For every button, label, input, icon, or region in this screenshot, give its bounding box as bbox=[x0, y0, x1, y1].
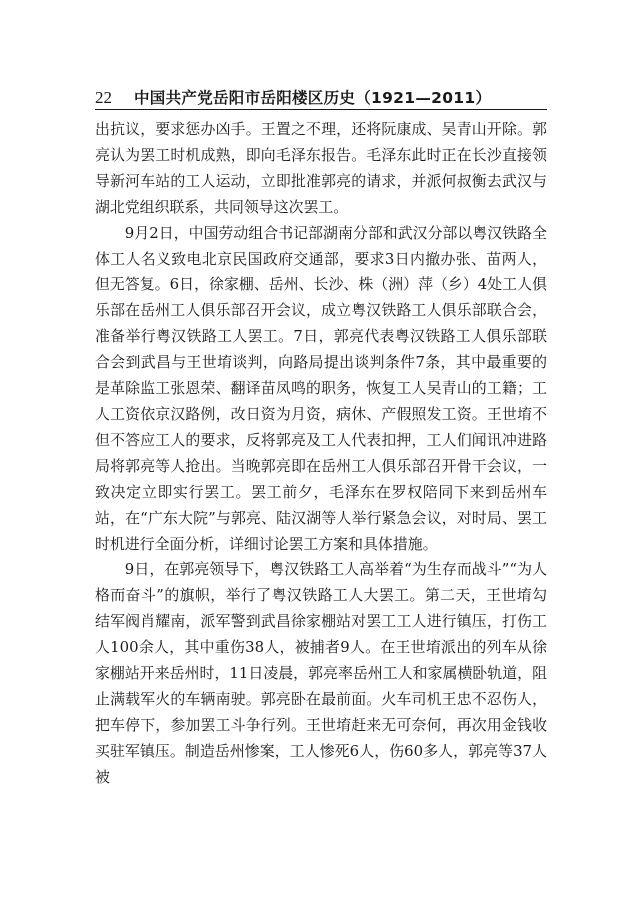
page-number: 22 bbox=[95, 88, 112, 107]
header-rule bbox=[95, 109, 547, 110]
body-text bbox=[95, 117, 547, 791]
paragraph-2: 9月2日，中国劳动组合书记部湖南分部和武汉分部以粤汉铁路全体工人名义致电北京民国政府交通部，要求3日内撤办张、苗两人，但无答复。6日，徐家棚、岳州、长沙、株（洲）萍（乡）4处工人俱乐部在岳州工人俱乐部召开会议，成立粤汉铁路工人俱乐部联合会，准备举行粤汉铁路工人罢工。7日，郭亮代表粤汉铁路工人俱乐部联合会到武昌与王世堉谈判，向路局提出谈判条件7条，其中最重要的是革除监工张恩荣、翻译苗凤鸣的职务，恢复工人吴青山的工籍；工人工资依京汉路例，改日资为月资，病休、产假照发工资。王世堉不但不答应工人的要求，反将郭亮及工人代表扣押，工人们闻讯冲进路局将郭亮等人抢出。当晚郭亮即在岳州工人俱乐部召开骨干会议，一致决定立即实行罢工。罢工前夕，毛泽东在罗权陪同下来到岳州车站，在“广东大院”与郭亮、陆汉湖等人举行紧急会议，对时局、罢工时机进行全面分析，详细讨论罢工方案和具体措施。 bbox=[95, 223, 547, 553]
paragraph-1: 出抗议，要求惩办凶手。王置之不理，还将阮康成、吴青山开除。郭亮认为罢工时机成熟，即向毛泽东报告。毛泽东此时正在长沙直接领导新河车站的工人运动，立即批准郭亮的请求，并派何叔衡去武汉与湖北党组织联系，共同领导这次罢工。 bbox=[95, 120, 547, 216]
page-header bbox=[95, 76, 547, 106]
running-title: 中国共产党岳阳市岳阳楼区历史（1921—2011） bbox=[134, 88, 492, 107]
paragraph-3: 9日，在郭亮领导下，粤汉铁路工人高举着“为生存而战斗”“为人格而奋斗”的旗帜，举行了粤汉铁路工人大罢工。第二天，王世堉勾结军阀肖耀南，派军警到武昌徐家棚站对罢工工人进行镇压，打伤工人100余人，其中重伤38人，被捕者9人。在王世堉派出的列车从徐家棚站开来岳州时，11日凌晨，郭亮率岳州工人和家属横卧轨道，阻止满载军火的车辆南驶。郭亮卧在最前面。火车司机王忠不忍伤人，把车停下，参加罢工斗争行列。王世堉赶来无可奈何，再次用金钱收买驻军镇压。制造岳州惨案，工人惨死6人，伤60多人，郭亮等37人被 bbox=[95, 560, 547, 786]
